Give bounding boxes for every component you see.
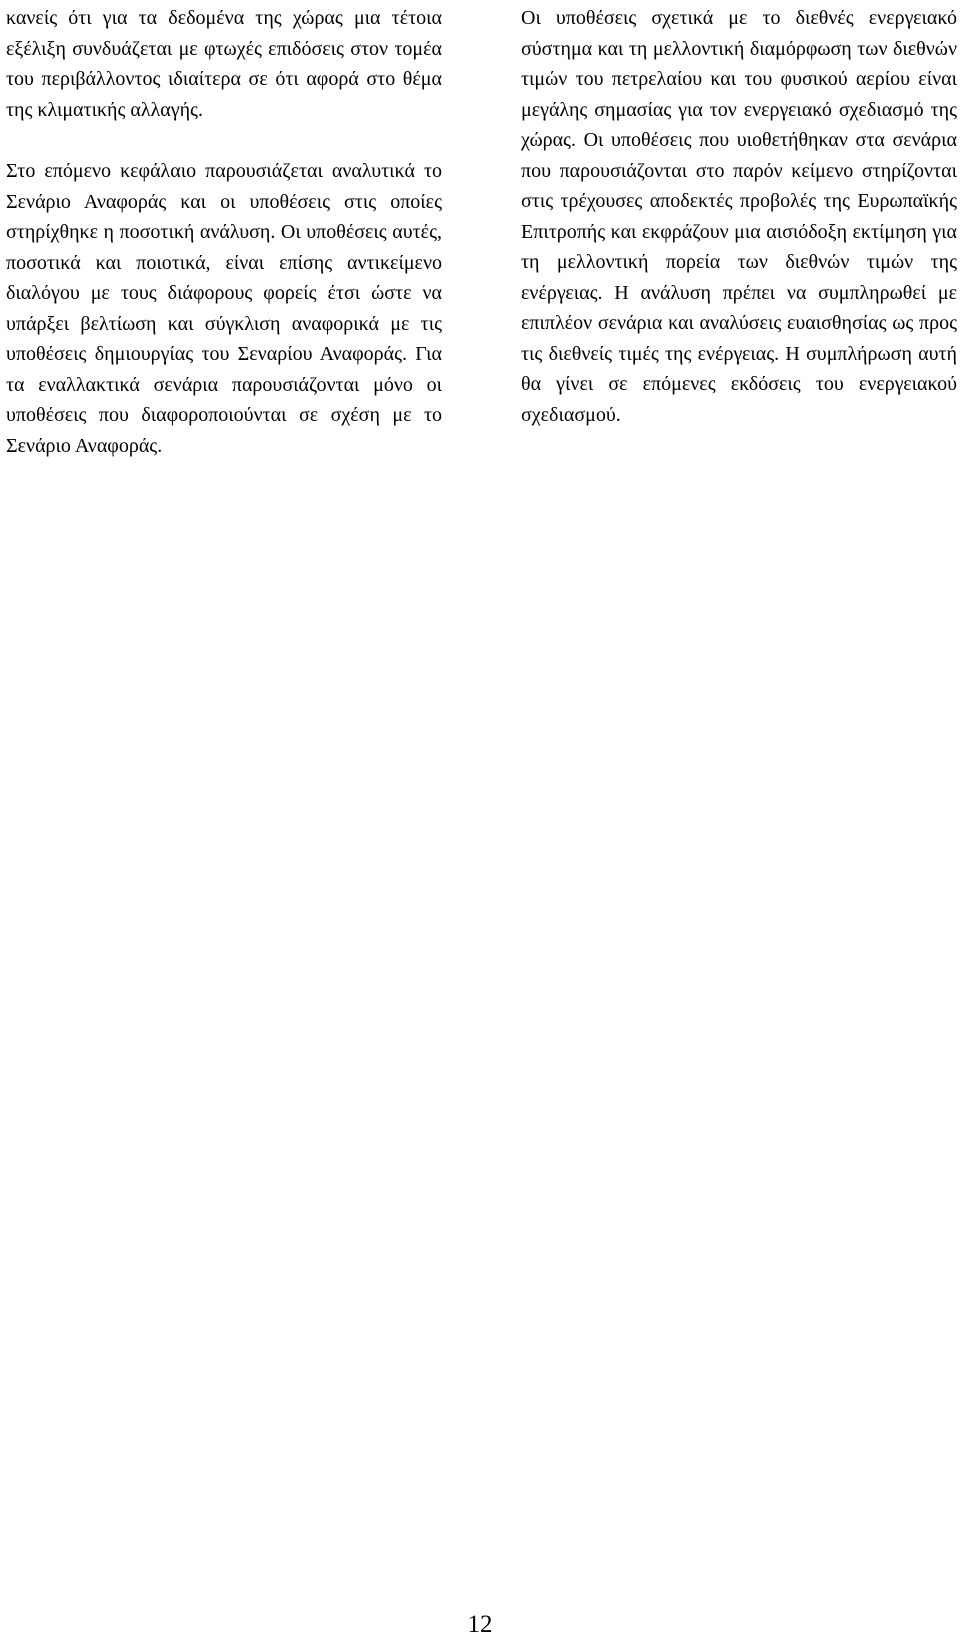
paragraph-right-1: Οι υποθέσεις σχετικά με το διεθνές ενεργειακό σύστημα και τη μελλοντική διαμόρφωση των διεθνών τιμών του πετρελαίου και του φυσικού αερίου είναι μεγάλης σημασίας για τον ενεργειακό σχεδιασμό της χώρας. Οι υποθέσεις που υιοθετήθηκαν στα σενάρια που παρουσιάζονται στο παρόν κείμενο στηρίζονται στις τρέχουσες αποδεκτές προβολές της Ευρωπαϊκής Επιτροπής και εκφράζουν μια αισιόδοξη εκτίμηση για τη μελλοντική πορεία των διεθνών τιμών της ενέργειας. Η ανάλυση πρέπει να συμπληρωθεί με επιπλέον σενάρια και αναλύσεις ευαισθησίας ως προς τις διεθνείς τιμές της ενέργειας. Η συμπλήρωση αυτή θα γίνει σε επόμενες εκδόσεις του ενεργειακού σχεδιασμού. xyxy=(521,7,957,426)
page-number: 12 xyxy=(467,1611,493,1638)
paragraph-left-2: Στο επόμενο κεφάλαιο παρουσιάζεται αναλυτικά το Σενάριο Αναφοράς και οι υποθέσεις στις οποίες στηρίχθηκε η ποσοτική ανάλυση. Οι υποθέσεις αυτές, ποσοτικά και ποιοτικά, είναι επίσης αντικείμενο διαλόγου με τους διάφορους φορείς έτσι ώστε να υπάρξει βελτίωση και σύγκλιση αναφορικά με τις υποθέσεις δημιουργίας του Σεναρίου Αναφοράς. Για τα εναλλακτικά σενάρια παρουσιάζονται μόνο οι υποθέσεις που διαφοροποιούνται σε σχέση με το Σενάριο Αναφοράς. xyxy=(6,160,442,457)
left-text-column xyxy=(6,3,442,461)
paragraph-left-1: κανείς ότι για τα δεδομένα της χώρας μια τέτοια εξέλιξη συνδυάζεται με φτωχές επιδόσεις στον τομέα του περιβάλλοντος ιδιαίτερα σε ότι αφορά στο θέμα της κλιματικής αλλαγής. xyxy=(6,7,442,121)
right-text-column xyxy=(521,3,957,430)
